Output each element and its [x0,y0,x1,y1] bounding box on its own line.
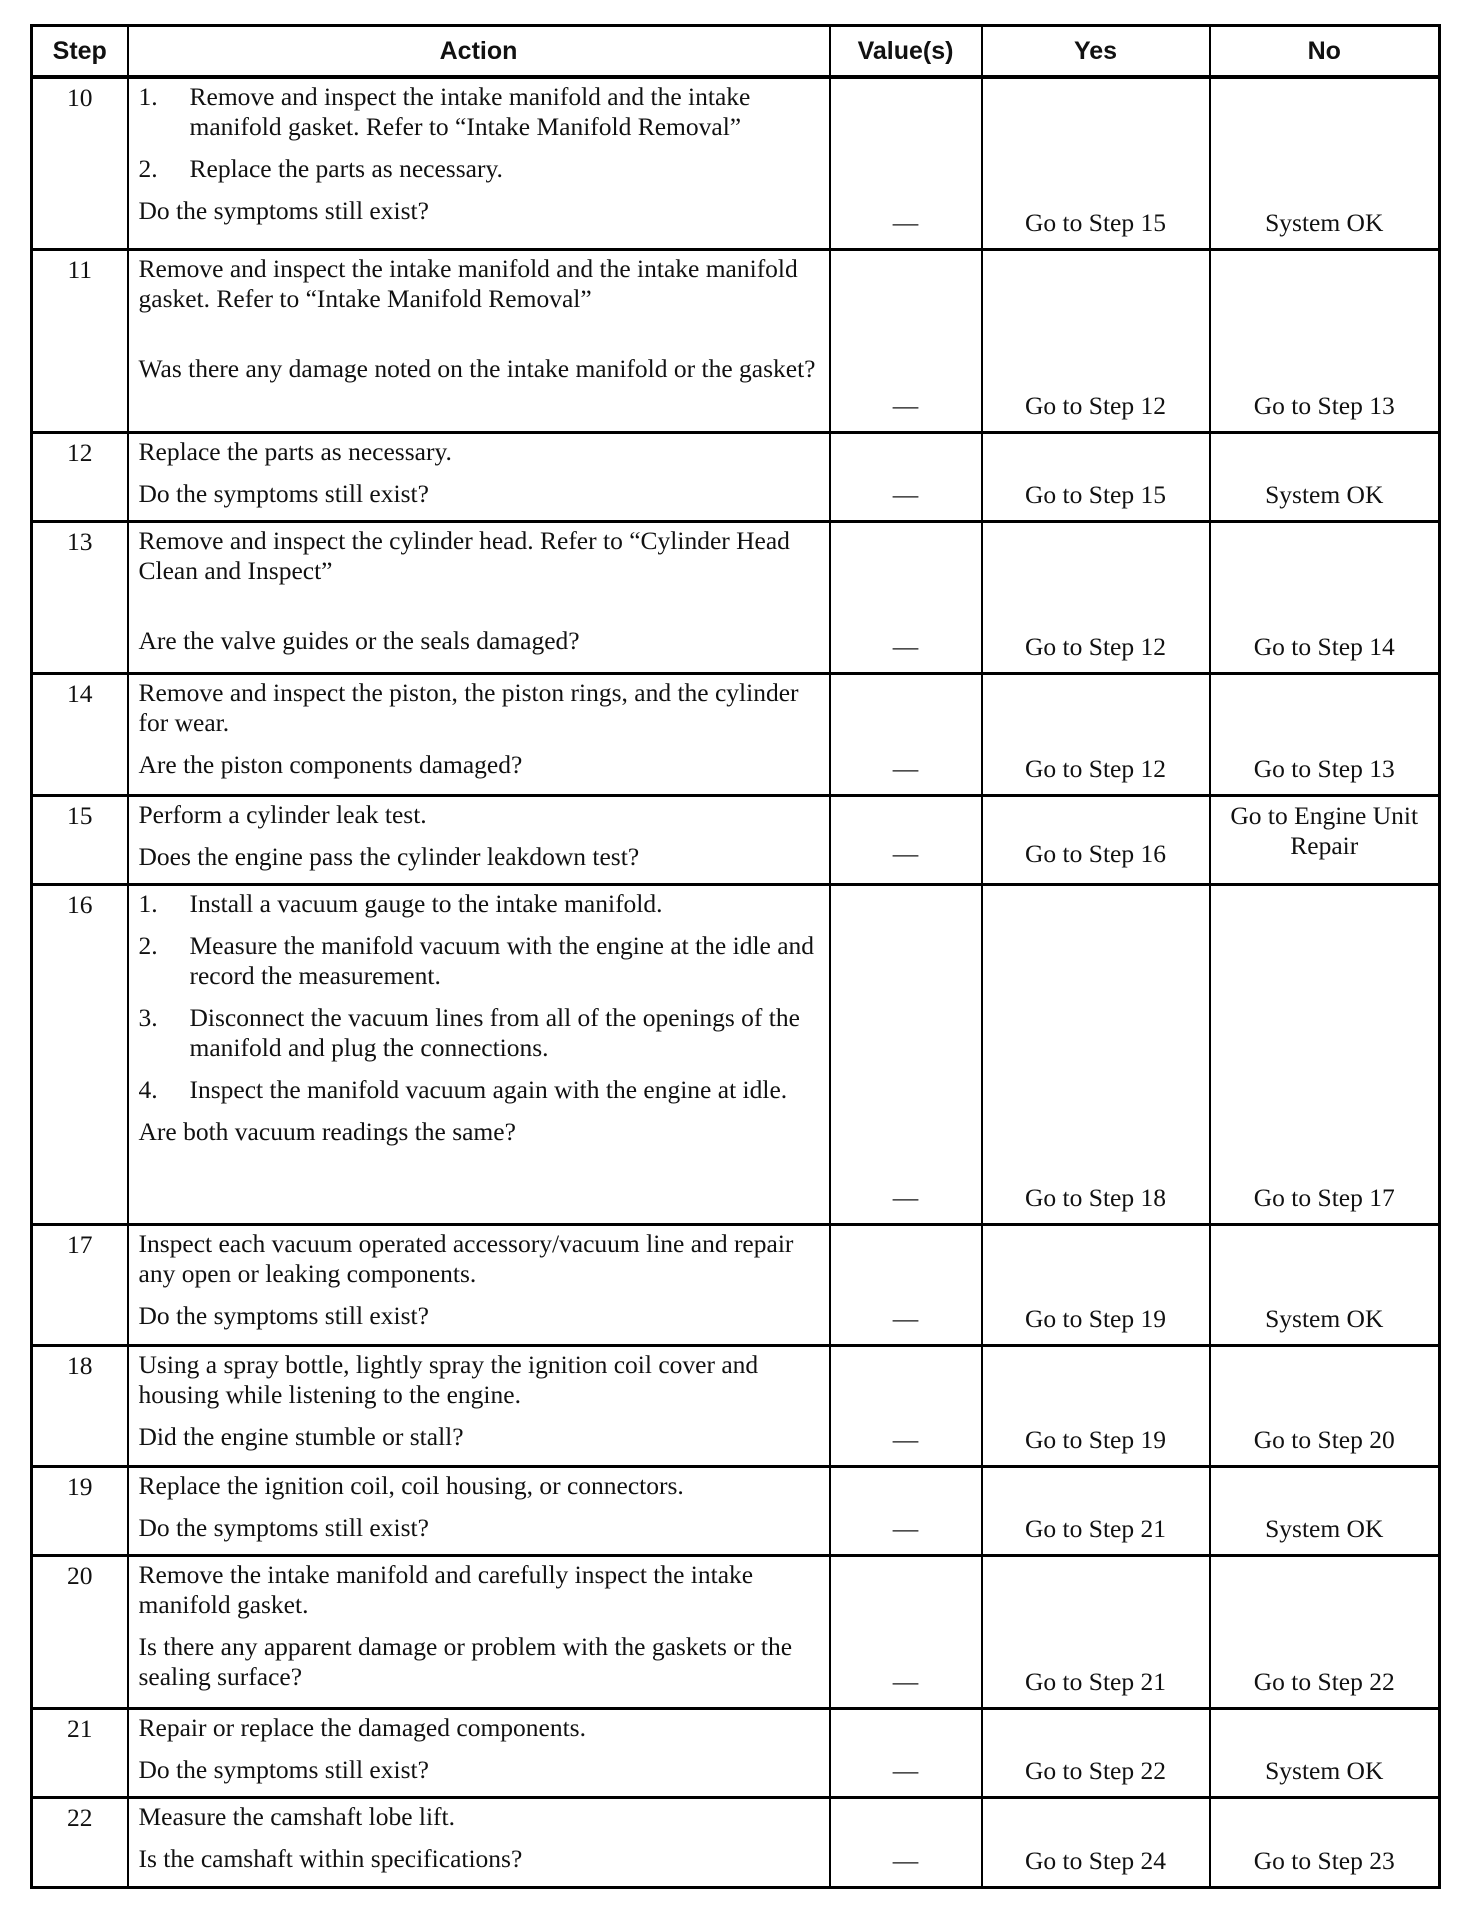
no-cell: System OK [1210,1224,1440,1345]
item-number: 4. [138,1074,158,1104]
header-no: No [1210,26,1440,78]
value-cell: — [830,521,982,673]
item-text: Measure the manifold vacuum with the engine at the idle and record the measurement. [189,930,815,990]
value-cell: — [830,795,982,884]
step-number: 22 [32,1797,128,1887]
yes-cell: Go to Step 22 [982,1708,1210,1797]
step-number: 13 [32,521,128,673]
no-cell: System OK [1210,1466,1440,1555]
item-number: 1. [138,82,158,111]
step-number: 18 [32,1345,128,1466]
item-text: Replace the parts as necessary. [189,154,503,183]
action-question: Do the symptoms still exist? [138,478,429,508]
action-item [139,82,819,142]
yes-cell: Go to Step 19 [982,1224,1210,1345]
diagnostic-table-page [30,24,1438,1889]
no-cell: Go to Step 17 [1210,884,1440,1224]
value-cell: — [830,249,982,432]
table-row [32,1708,1440,1797]
table-row [32,1345,1440,1466]
action-text: Replace the parts as necessary. [138,436,452,466]
table-row [32,1555,1440,1708]
step-number: 12 [32,432,128,521]
action-item [139,931,819,991]
action-question: Was there any damage noted on the intake manifold or the gasket? [138,353,816,383]
item-number: 2. [138,154,158,183]
action-item [139,1003,819,1063]
action-question: Are the valve guides or the seals damaged? [138,625,580,655]
item-number: 1. [138,888,158,918]
step-number: 10 [32,77,128,249]
header-action: Action [128,26,830,78]
item-number: 2. [138,930,158,960]
value-cell: — [830,1797,982,1887]
action-question: Did the engine stumble or stall? [138,1421,464,1451]
action-question: Does the engine pass the cylinder leakdown test? [138,841,640,871]
action-question: Do the symptoms still exist? [138,1300,429,1330]
table-row [32,432,1440,521]
value-cell: — [830,77,982,249]
table-row [32,521,1440,673]
action-text: Repair or replace the damaged components. [138,1712,586,1742]
action-cell [128,884,830,1224]
yes-cell: Go to Step 24 [982,1797,1210,1887]
no-cell: System OK [1210,1708,1440,1797]
value-cell: — [830,1345,982,1466]
yes-cell: Go to Step 21 [982,1555,1210,1708]
action-cell [128,1708,830,1797]
step-number: 17 [32,1224,128,1345]
action-question: Do the symptoms still exist? [138,196,429,225]
step-number: 19 [32,1466,128,1555]
action-question: Do the symptoms still exist? [138,1754,429,1784]
no-cell: Go to Step 20 [1210,1345,1440,1466]
action-item [139,889,819,919]
yes-cell: Go to Step 19 [982,1345,1210,1466]
header-step: Step [32,26,128,78]
table-row [32,673,1440,795]
step-number: 11 [32,249,128,432]
table-row [32,1466,1440,1555]
action-cell [128,673,830,795]
step-number: 15 [32,795,128,884]
table-row [32,795,1440,884]
action-text: Replace the ignition coil, coil housing, or connectors. [138,1470,684,1500]
table-row [32,884,1440,1224]
action-text: Remove and inspect the intake manifold and the intake manifold gasket. Refer to “Intake Manifold Removal” [138,253,798,313]
yes-cell: Go to Step 21 [982,1466,1210,1555]
value-cell: — [830,1224,982,1345]
yes-cell: Go to Step 15 [982,77,1210,249]
no-cell: Go to Step 14 [1210,521,1440,673]
value-cell: — [830,884,982,1224]
item-text: Remove and inspect the intake manifold and the intake manifold gasket. Refer to “Intake Manifold Removal” [189,82,751,141]
action-text: Remove and inspect the cylinder head. Refer to “Cylinder Head Clean and Inspect” [138,525,790,585]
table-row [32,77,1440,249]
action-item [139,154,819,184]
action-cell [128,1555,830,1708]
item-text: Inspect the manifold vacuum again with the engine at idle. [189,1074,788,1104]
item-text: Disconnect the vacuum lines from all of the openings of the manifold and plug the connections. [189,1002,800,1062]
action-cell [128,1345,830,1466]
action-cell [128,77,830,249]
action-question: Are the piston components damaged? [138,749,523,779]
value-cell: — [830,1466,982,1555]
action-question: Is there any apparent damage or problem with the gaskets or the sealing surface? [138,1631,793,1691]
no-cell: Go to Step 22 [1210,1555,1440,1708]
action-text: Remove and inspect the piston, the piston rings, and the cylinder for wear. [138,677,799,737]
action-cell [128,795,830,884]
action-cell [128,1797,830,1887]
no-cell: System OK [1210,77,1440,249]
item-text: Install a vacuum gauge to the intake manifold. [189,888,663,918]
action-question: Is the camshaft within specifications? [138,1843,523,1873]
step-number: 20 [32,1555,128,1708]
action-cell [128,249,830,432]
action-cell [128,1466,830,1555]
table-row [32,249,1440,432]
step-number: 14 [32,673,128,795]
value-cell: — [830,673,982,795]
action-text: Perform a cylinder leak test. [138,799,427,829]
action-text: Inspect each vacuum operated accessory/vacuum line and repair any open or leaking components. [138,1228,794,1288]
table-row [32,1224,1440,1345]
yes-cell: Go to Step 12 [982,249,1210,432]
value-cell: — [830,1708,982,1797]
value-cell: — [830,432,982,521]
action-cell [128,432,830,521]
action-text: Measure the camshaft lobe lift. [138,1801,456,1831]
table-header [32,26,1440,78]
yes-cell: Go to Step 18 [982,884,1210,1224]
yes-cell: Go to Step 12 [982,521,1210,673]
yes-cell: Go to Step 16 [982,795,1210,884]
action-text: Remove the intake manifold and carefully inspect the intake manifold gasket. [138,1559,754,1619]
item-number: 3. [138,1002,158,1032]
value-cell: — [830,1555,982,1708]
table-row [32,1797,1440,1887]
action-text: Using a spray bottle, lightly spray the ignition coil cover and housing while listening to the engine. [138,1349,759,1409]
step-number: 16 [32,884,128,1224]
no-cell: Go to Step 23 [1210,1797,1440,1887]
no-cell: Go to Engine Unit Repair [1210,795,1440,884]
diagnostic-table [30,24,1441,1889]
header-yes: Yes [982,26,1210,78]
action-cell [128,1224,830,1345]
no-cell: System OK [1210,432,1440,521]
yes-cell: Go to Step 15 [982,432,1210,521]
action-item [139,1075,819,1105]
no-cell: Go to Step 13 [1210,249,1440,432]
header-values: Value(s) [830,26,982,78]
yes-cell: Go to Step 12 [982,673,1210,795]
step-number: 21 [32,1708,128,1797]
no-cell: Go to Step 13 [1210,673,1440,795]
action-cell [128,521,830,673]
action-question: Do the symptoms still exist? [138,1512,429,1542]
action-question: Are both vacuum readings the same? [138,1116,516,1146]
